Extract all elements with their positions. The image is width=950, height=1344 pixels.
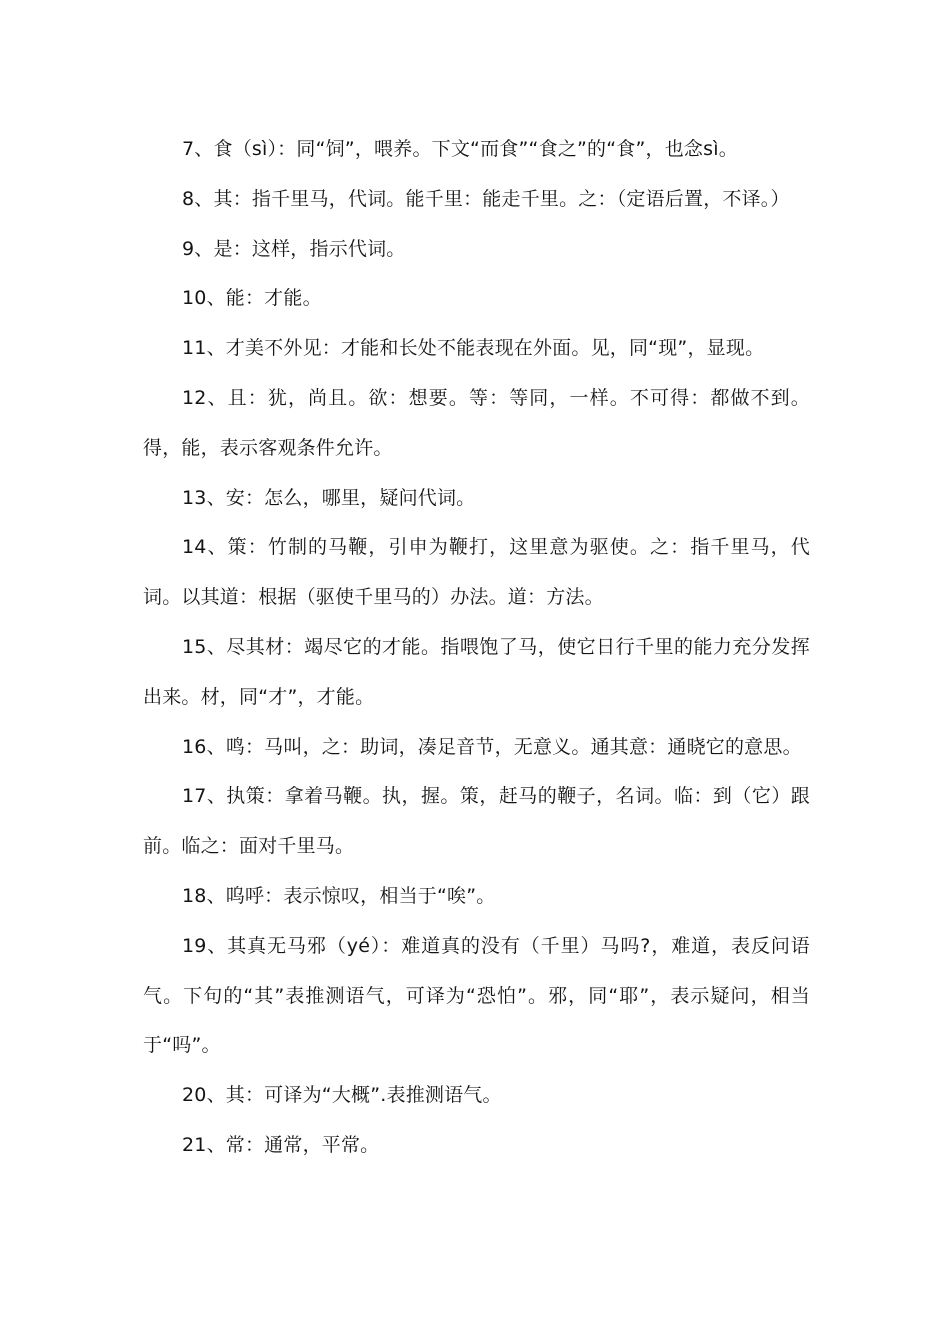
annotation-11: 11、才美不外见：才能和长处不能表现在外面。见，同“现”，显现。 bbox=[182, 337, 765, 360]
annotation-17: 17、执策：拿着马鞭。执，握。策，赶马的鞭子，名词。临：到（它）跟前。临之：面对千里马。 bbox=[143, 785, 810, 858]
annotation-18: 18、呜呼：表示惊叹，相当于“唉”。 bbox=[182, 884, 496, 907]
annotation-19: 19、其真无马邪（yé）：难道真的没有（千里）马吗?，难道，表反问语气。下句的“其”表推测语气，可译为“恐怕”。邪，同“耶”，表示疑问，相当于“吗”。 bbox=[143, 934, 810, 1057]
annotation-15: 15、尽其材：竭尽它的才能。指喂饱了马，使它日行千里的能力充分发挥出来。材，同“才”，才能。 bbox=[143, 635, 810, 708]
annotation-21: 21、常：通常，平常。 bbox=[182, 1133, 380, 1156]
annotation-14: 14、策：竹制的马鞭，引申为鞭打，这里意为驱使。之：指千里马，代词。以其道：根据（驱使千里马的）办法。道：方法。 bbox=[143, 536, 810, 609]
annotation-7: 7、食（sì）：同“饲”，喂养。下文“而食”“食之”的“食”，也念sì。 bbox=[182, 138, 738, 160]
annotation-20: 20、其：可译为“大概”.表推测语气。 bbox=[182, 1084, 502, 1107]
annotation-9: 9、是：这样，指示代词。 bbox=[182, 237, 406, 260]
annotation-16: 16、鸣：马叫，之：助词，凑足音节，无意义。通其意：通晓它的意思。 bbox=[182, 735, 802, 758]
annotation-8: 8、其：指千里马，代词。能千里：能走千里。之：（定语后置，不译。） bbox=[182, 187, 790, 210]
annotation-12: 12、且：犹，尚且。欲：想要。等：等同，一样。不可得：都做不到。得，能，表示客观条件允许。 bbox=[143, 386, 810, 459]
annotation-10: 10、能：才能。 bbox=[182, 287, 322, 310]
document-body bbox=[143, 125, 810, 1171]
annotation-13: 13、安：怎么，哪里，疑问代词。 bbox=[182, 486, 476, 509]
